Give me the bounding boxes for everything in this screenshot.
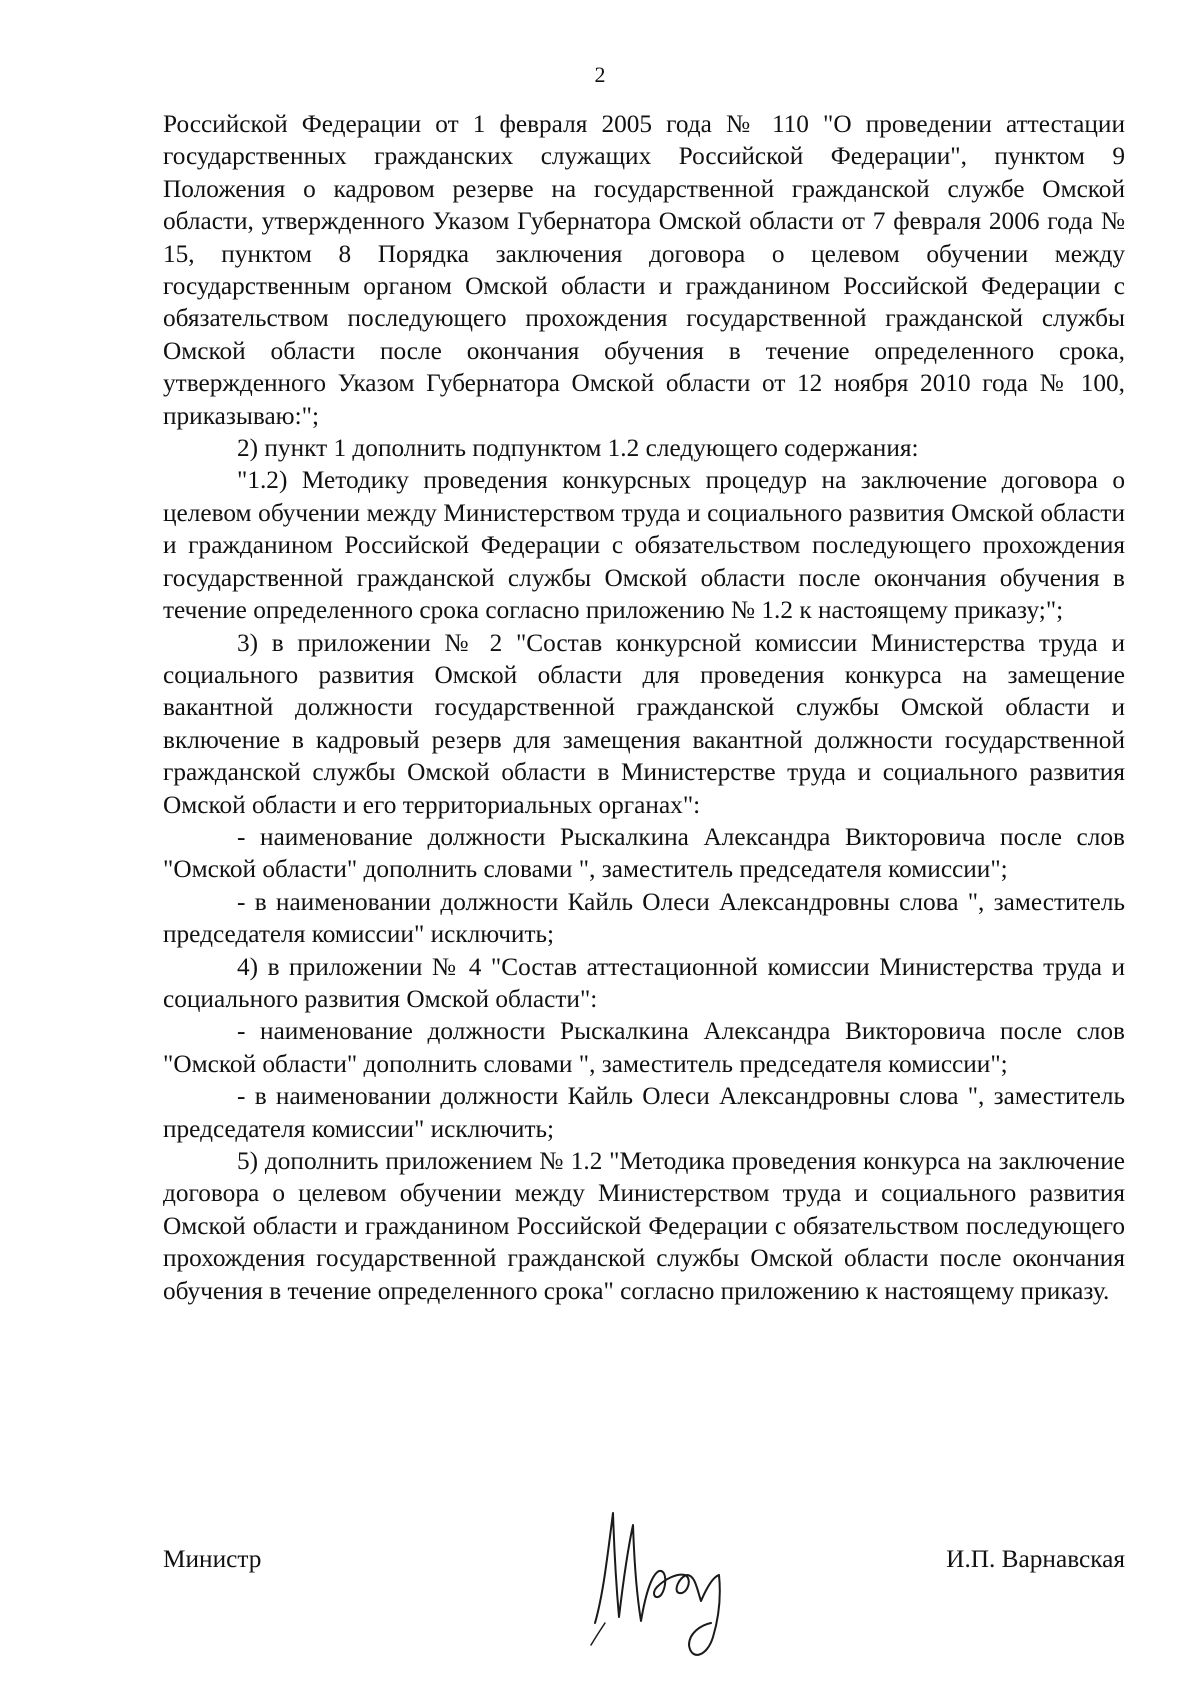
paragraph-item-3-dash-2: - в наименовании должности Кайль Олеси Александровны слова ", заместитель председателя комиссии" исключить; <box>163 887 1125 949</box>
document-body <box>163 108 1125 1307</box>
paragraph-item-4-dash-2: - в наименовании должности Кайль Олеси Александровны слова ", заместитель председателя комиссии" исключить; <box>163 1082 1125 1143</box>
handwritten-signature <box>583 1505 748 1665</box>
paragraph-item-2: 2) пункт 1 дополнить подпунктом 1.2 следующего содержания: <box>237 434 919 463</box>
paragraph-item-4: 4) в приложении № 4 "Состав аттестационной комиссии Министерства труда и социального развития Омской области": <box>163 952 1125 1013</box>
paragraph-continuation: Российской Федерации от 1 февраля 2005 года № 110 "О проведении аттестации государственных гражданских служащих Российской Федерации", пунктом 9 Положения о кадровом резерве на государственной гражданской службе Омской области, утвержденного Указом Губернатора Омской области от 7 февраля 2006 года № 15, пунктом 8 Порядка заключения договора о целевом обучении между государственным органом Омской области и гражданином Российской Федерации с обязательством последующего прохождения государственной гражданской службы Омской области после окончания обучения в течение определенного срока, утвержденного Указом Губернатора Омской области от 12 ноября 2010 года № 100, приказываю:"; <box>163 110 1125 430</box>
paragraph-item-1-2: "1.2) Методику проведения конкурсных процедур на заключение договора о целевом обучении между Министерством труда и социального развития Омской области и гражданином Российской Федерации с обязательством последующего прохождения государственной гражданской службы Омской области после окончания обучения в течение определенного срока согласно приложению № 1.2 к настоящему приказу;"; <box>163 466 1125 625</box>
signer-position: Министр <box>163 1545 262 1573</box>
paragraph-item-3-dash-1: - наименование должности Рыскалкина Александра Викторовича после слов "Омской области" дополнить словами ", заместитель председателя комиссии"; <box>163 822 1125 884</box>
paragraph-item-4-dash-1: - наименование должности Рыскалкина Александра Викторовича после слов "Омской области" дополнить словами ", заместитель председателя комиссии"; <box>163 1017 1125 1078</box>
paragraph-item-5: 5) дополнить приложением № 1.2 "Методика проведения конкурса на заключение договора о целевом обучении между Министерством труда и социального развития Омской области и гражданином Российской Федерации с обязательством последующего прохождения государственной гражданской службы Омской области после окончания обучения в течение определенного срока" согласно приложению к настоящему приказу. <box>163 1147 1125 1305</box>
paragraph-item-3: 3) в приложении № 2 "Состав конкурсной комиссии Министерства труда и социального развития Омской области для проведения конкурса на замещение вакантной должности государственной гражданской службы Омской области и включение в кадровый резерв для замещения вакантной должности государственной гражданской службы Омской области в Министерстве труда и социального развития Омской области и его территориальных органах": <box>163 628 1125 819</box>
signer-name: И.П. Варнавская <box>946 1545 1125 1573</box>
signature-block <box>163 1527 1125 1697</box>
page-number: 2 <box>594 62 606 87</box>
